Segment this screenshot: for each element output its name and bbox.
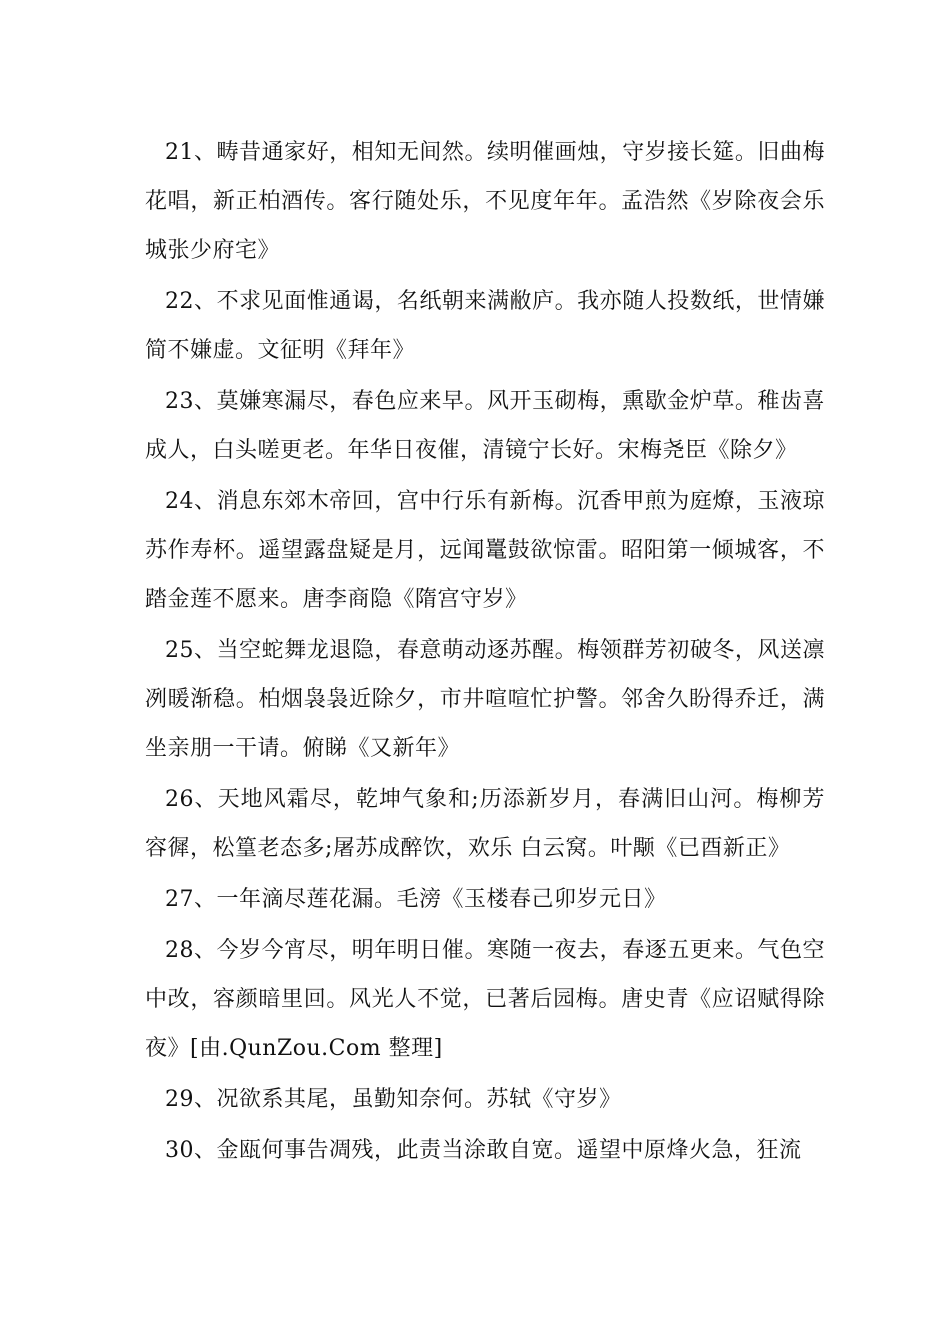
poem-paragraph-24: 24、消息东郊木帝回，宫中行乐有新梅。沉香甲煎为庭燎，玉液琼苏作寿杯。遥望露盘疑是月，远闻鼍鼓欲惊雷。昭阳第一倾城客，不踏金莲不愿来。唐李商隐《隋宫守岁》: [145, 489, 825, 612]
poem-paragraph-30: 30、金瓯何事告凋残，此责当涂敢自宽。遥望中原烽火急，狂流: [165, 1138, 802, 1163]
poem-paragraph-21: 21、畴昔通家好，相知无间然。续明催画烛，守岁接长筵。旧曲梅花唱，新正柏酒传。客行随处乐，不见度年年。孟浩然《岁除夜会乐城张少府宅》: [145, 140, 825, 263]
poem-paragraph-28: 28、今岁今宵尽，明年明日催。寒随一夜去，春逐五更来。气色空中改，容颜暗里回。风光人不觉，已著后园梅。唐史青《应诏赋得除夜》[由.QunZou.Com 整理]: [145, 938, 825, 1061]
document-body: [145, 128, 825, 1177]
poem-paragraph-22: 22、不求见面惟通谒，名纸朝来满敝庐。我亦随人投数纸，世情嫌简不嫌虚。文征明《拜年》: [145, 289, 825, 363]
poem-paragraph-26: 26、天地风霜尽，乾坤气象和;历添新岁月，春满旧山河。梅柳芳容徲，松篁老态多;屠苏成醉饮，欢乐 白云窝。叶颙《已酉新正》: [145, 787, 825, 861]
poem-paragraph-29: 29、况欲系其尾，虽勤知奈何。苏轼《守岁》: [165, 1087, 622, 1112]
poem-paragraph-25: 25、当空蛇舞龙退隐，春意萌动逐苏醒。梅领群芳初破冬，风送凛冽暖渐稳。柏烟袅袅近除夕，市井喧喧忙护警。邻舍久盼得乔迁，满坐亲朋一干请。俯睇《又新年》: [145, 638, 825, 761]
poem-paragraph-27: 27、一年滴尽莲花漏。毛滂《玉楼春己卯岁元日》: [165, 887, 667, 912]
poem-paragraph-23: 23、莫嫌寒漏尽，春色应来早。风开玉砌梅，熏歇金炉草。稚齿喜成人，白头嗟更老。年华日夜催，清镜宁长好。宋梅尧臣《除夕》: [145, 389, 825, 463]
